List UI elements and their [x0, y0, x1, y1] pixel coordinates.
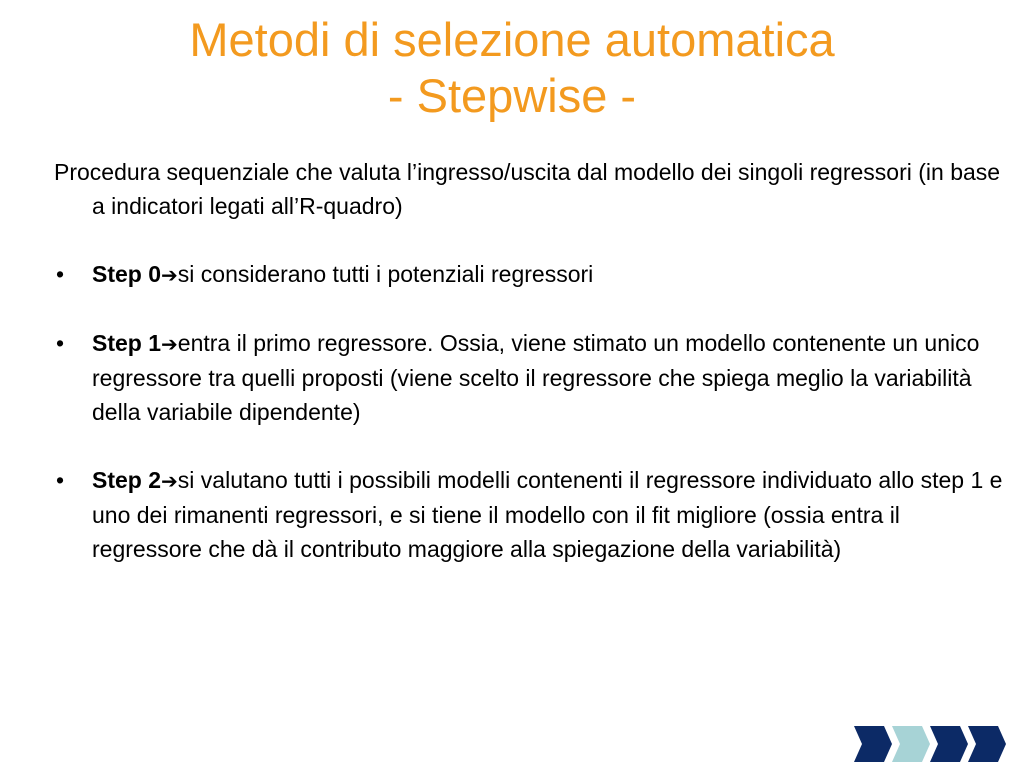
list-item-step-1	[54, 326, 1004, 429]
bullet-icon: •	[56, 330, 65, 356]
step-label: Step 1	[92, 330, 162, 356]
step-text: entra il primo regressore. Ossia, viene stimato un modello contenente un unico regressore tra quelli proposti (viene scelto il regressore che spiega meglio la variabilità della variabile dipendente)	[92, 330, 980, 425]
chevron-dark-icon	[854, 726, 892, 762]
step-text: si valutano tutti i possibili modelli contenenti il regressore individuato allo step 1 e uno dei rimanenti regressori, e si tiene il modello con il fit migliore (ossia entra il regressore che dà il contributo maggiore alla spiegazione della variabilità)	[92, 467, 1003, 562]
slide-title	[0, 12, 1024, 124]
bullet-icon: •	[56, 467, 65, 493]
step-text: si considerano tutti i potenziali regressori	[177, 261, 594, 287]
title-line-1: Metodi di selezione automatica	[189, 13, 835, 66]
chevron-light-icon	[892, 726, 930, 762]
intro-paragraph: Procedura sequenziale che valuta l’ingresso/uscita dal modello dei singoli regressori (in base a indicatori legati all’R-quadro)	[54, 159, 1001, 219]
decorative-chevron-strip	[854, 726, 1006, 762]
arrow-right-icon: ➔	[161, 469, 178, 493]
chevron-dark-icon	[930, 726, 968, 762]
step-list	[54, 257, 1004, 566]
step-label: Step 2	[92, 467, 162, 493]
bullet-icon: •	[56, 261, 65, 287]
step-label: Step 0	[92, 261, 162, 287]
title-line-2: - Stepwise -	[387, 69, 637, 122]
slide-content	[54, 155, 1004, 600]
arrow-right-icon: ➔	[161, 332, 178, 356]
arrow-right-icon: ➔	[161, 263, 178, 287]
list-item-step-2	[54, 463, 1004, 566]
chevron-dark-icon	[968, 726, 1006, 762]
list-item-step-0	[54, 257, 1004, 292]
